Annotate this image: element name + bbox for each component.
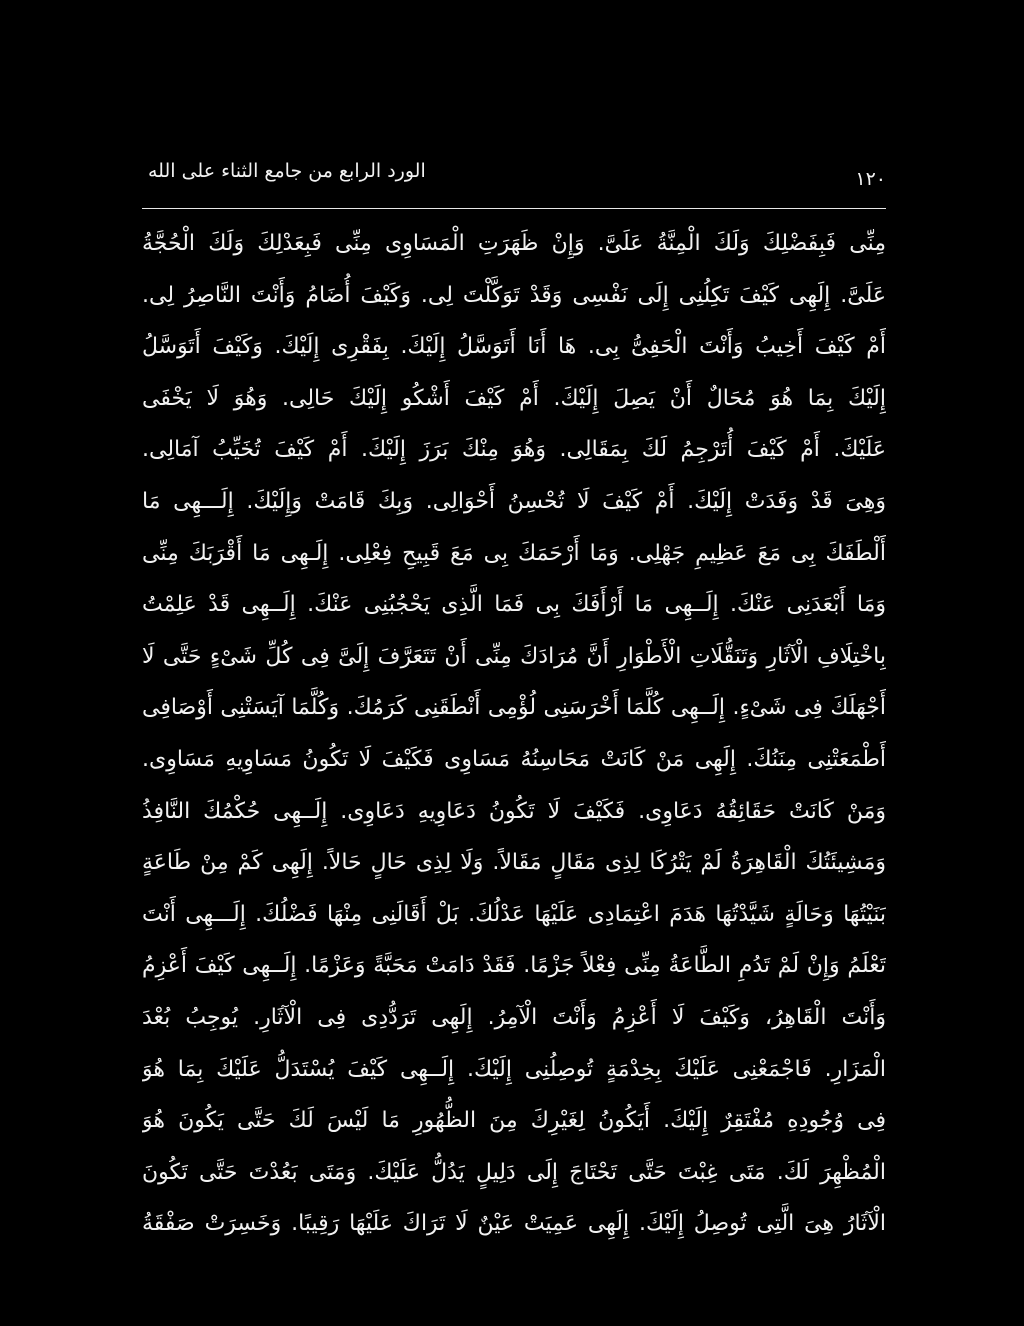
header-rule xyxy=(142,208,886,209)
text-line: الْمَزَارِ. فَاجْمَعْنِى عَلَيْكَ بِخِدْمَةٍ تُوصِلُنِى إِلَيْكَ. إِلَــهِى كَيْفَ يُسْتَدَلُّ عَلَيْكَ بِمَا هُوَ xyxy=(142,1056,886,1082)
text-line: بِاخْتِلَافِ الْآثَارِ وَتَنَقُّلَاتِ الْأَطْوَارِ أَنَّ مُرَادَكَ مِنِّى أَنْ تَتَعَرَّفَ إِلَىَّ فِى كُلِّ شَىْءٍ حَتَّى لَا xyxy=(142,643,886,669)
text-line: فِى وُجُودِهِ مُفْتَقِرٌ إِلَيْكَ. أَيَكُونُ لِغَيْرِكَ مِنَ الظُّهُورِ مَا لَيْسَ لَكَ حَتَّى يَكُونَ هُوَ xyxy=(142,1108,886,1134)
page-number: ١٢٠ xyxy=(855,168,886,190)
text-line: عَلَىَّ. إِلَهِى كَيْفَ تَكِلُنِى إِلَى نَفْسِى وَقَدْ تَوَكَّلْتَ لِى. وَكَيْفَ أُضَامُ وَأَنْتَ النَّاصِرُ لِى. xyxy=(142,282,886,308)
text-line: مِنِّى فَبِفَضْلِكَ وَلَكَ الْمِنَّةُ عَلَىَّ. وَإِنْ ظَهَرَتِ الْمَسَاوِى مِنِّى فَبِعَدْلِكَ وَلَكَ الْحُجَّةُ xyxy=(142,231,886,256)
text-line: عَلَيْكَ. أَمْ كَيْفَ أُتَرْجِمُ لَكَ بِمَقَالِى. وَهُوَ مِنْكَ بَرَزَ إِلَيْكَ. أَمْ كَيْفَ تُخَيِّبُ آمَالِى. xyxy=(142,437,886,463)
text-line: وَأَنْتَ الْقَاهِرُ، وَكَيْفَ لَا أَعْزِمُ وَأَنْتَ الْآمِرُ. إِلَهِى تَرَدُّدِى فِى الْآثَارِ. يُوجِبُ بُعْدَ xyxy=(142,1004,886,1030)
text-line: الْمُظْهِرَ لَكَ. مَتَى غِبْتَ حَتَّى تَحْتَاجَ إِلَى دَلِيلٍ يَدُلُّ عَلَيْكَ. وَمَتَى بَعُدْتَ حَتَّى تَكُونَ xyxy=(142,1159,886,1185)
text-line: إِلَيْكَ بِمَا هُوَ مُحَالٌ أَنْ يَصِلَ إِلَيْكَ. أَمْ كَيْفَ أَشْكُو إِلَيْكَ حَالِى. وَهُوَ لَا يَخْفَى xyxy=(142,385,886,411)
text-line: أَجْهَلَكَ فِى شَىْءٍ. إِلَــهِى كُلَّمَا أَخْرَسَنِى لُؤْمِى أَنْطَقَنِى كَرَمُكَ. وَكُلَّمَا آيَسَتْنِى أَوْصَافِى xyxy=(142,695,886,721)
text-line: وَمَنْ كَانَتْ حَقَائِقُهُ دَعَاوِى. فَكَيْفَ لَا تَكُونُ دَعَاوِيهِ دَعَاوِى. إِلَــهِى حُكْمُكَ النَّافِذُ xyxy=(142,798,886,824)
text-line: الْآثَارُ هِىَ الَّتِى تُوصِلُ إِلَيْكَ. إِلَهِى عَمِيَتْ عَيْنٌ لَا تَرَاكَ عَلَيْهَا رَقِيبًا. وَخَسِرَتْ صَفْقَةُ xyxy=(142,1211,886,1237)
text-line: أَلْطَفَكَ بِى مَعَ عَظِيمِ جَهْلِى. وَمَا أَرْحَمَكَ بِى مَعَ قَبِيحِ فِعْلِى. إِلَـهِى مَا أَقْرَبَكَ مِنِّى xyxy=(142,540,886,566)
text-line: أَطْمَعَتْنِى مِنَنُكَ. إِلَهِى مَنْ كَانَتْ مَحَاسِنُهُ مَسَاوِى فَكَيْفَ لَا تَكُونُ مَسَاوِيهِ مَسَاوِى. xyxy=(142,746,886,772)
body-text xyxy=(142,218,886,1250)
running-title: الورد الرابع من جامع الثناء على الله xyxy=(148,160,426,182)
text-line: وَهِىَ قَدْ وَفَدَتْ إِلَيْكَ. أَمْ كَيْفَ لَا تُحْسِنُ أَحْوَالِى. وَبِكَ قَامَتْ وَإِلَيْكَ. إِلَـــهِى مَا xyxy=(142,488,886,514)
text-line: وَمَا أَبْعَدَنِى عَنْكَ. إِلَــهِى مَا أَرْأَفَكَ بِى فَمَا الَّذِى يَحْجُبُنِى عَنْكَ. إِلَــهِى قَدْ عَلِمْتُ xyxy=(142,592,886,618)
text-line: أَمْ كَيْفَ أَخِيبُ وَأَنْتَ الْحَفِىُّ بِى. هَا أَنَا أَتَوَسَّلُ إِلَيْكَ. بِفَقْرِى إِلَيْكَ. وَكَيْفَ أَتَوَسَّلُ xyxy=(142,334,886,360)
text-line: تَعْلَمُ وَإِنْ لَمْ تَدُمِ الطَّاعَةُ مِنِّى فِعْلاً جَزْمًا. فَقَدْ دَامَتْ مَحَبَّةً وَعَزْمًا. إِلَــهِى كَيْفَ أَعْزِمُ xyxy=(142,953,886,979)
page-header xyxy=(142,160,886,200)
text-line: بَنَيْتُهَا وَحَالَةٍ شَيَّدْتُهَا هَدَمَ اعْتِمَادِى عَلَيْهَا عَدْلُكَ. بَلْ أَقَالَنِى مِنْهَا فَضْلُكَ. إِلَـــهِى أَنْتَ xyxy=(142,901,886,927)
text-line: وَمَشِيئَتُكَ الْقَاهِرَةُ لَمْ يَتْرُكَا لِذِى مَقَالٍ مَقَالاً. وَلَا لِذِى حَالٍ حَالاً. إِلَهِى كَمْ مِنْ طَاعَةٍ xyxy=(142,850,886,876)
